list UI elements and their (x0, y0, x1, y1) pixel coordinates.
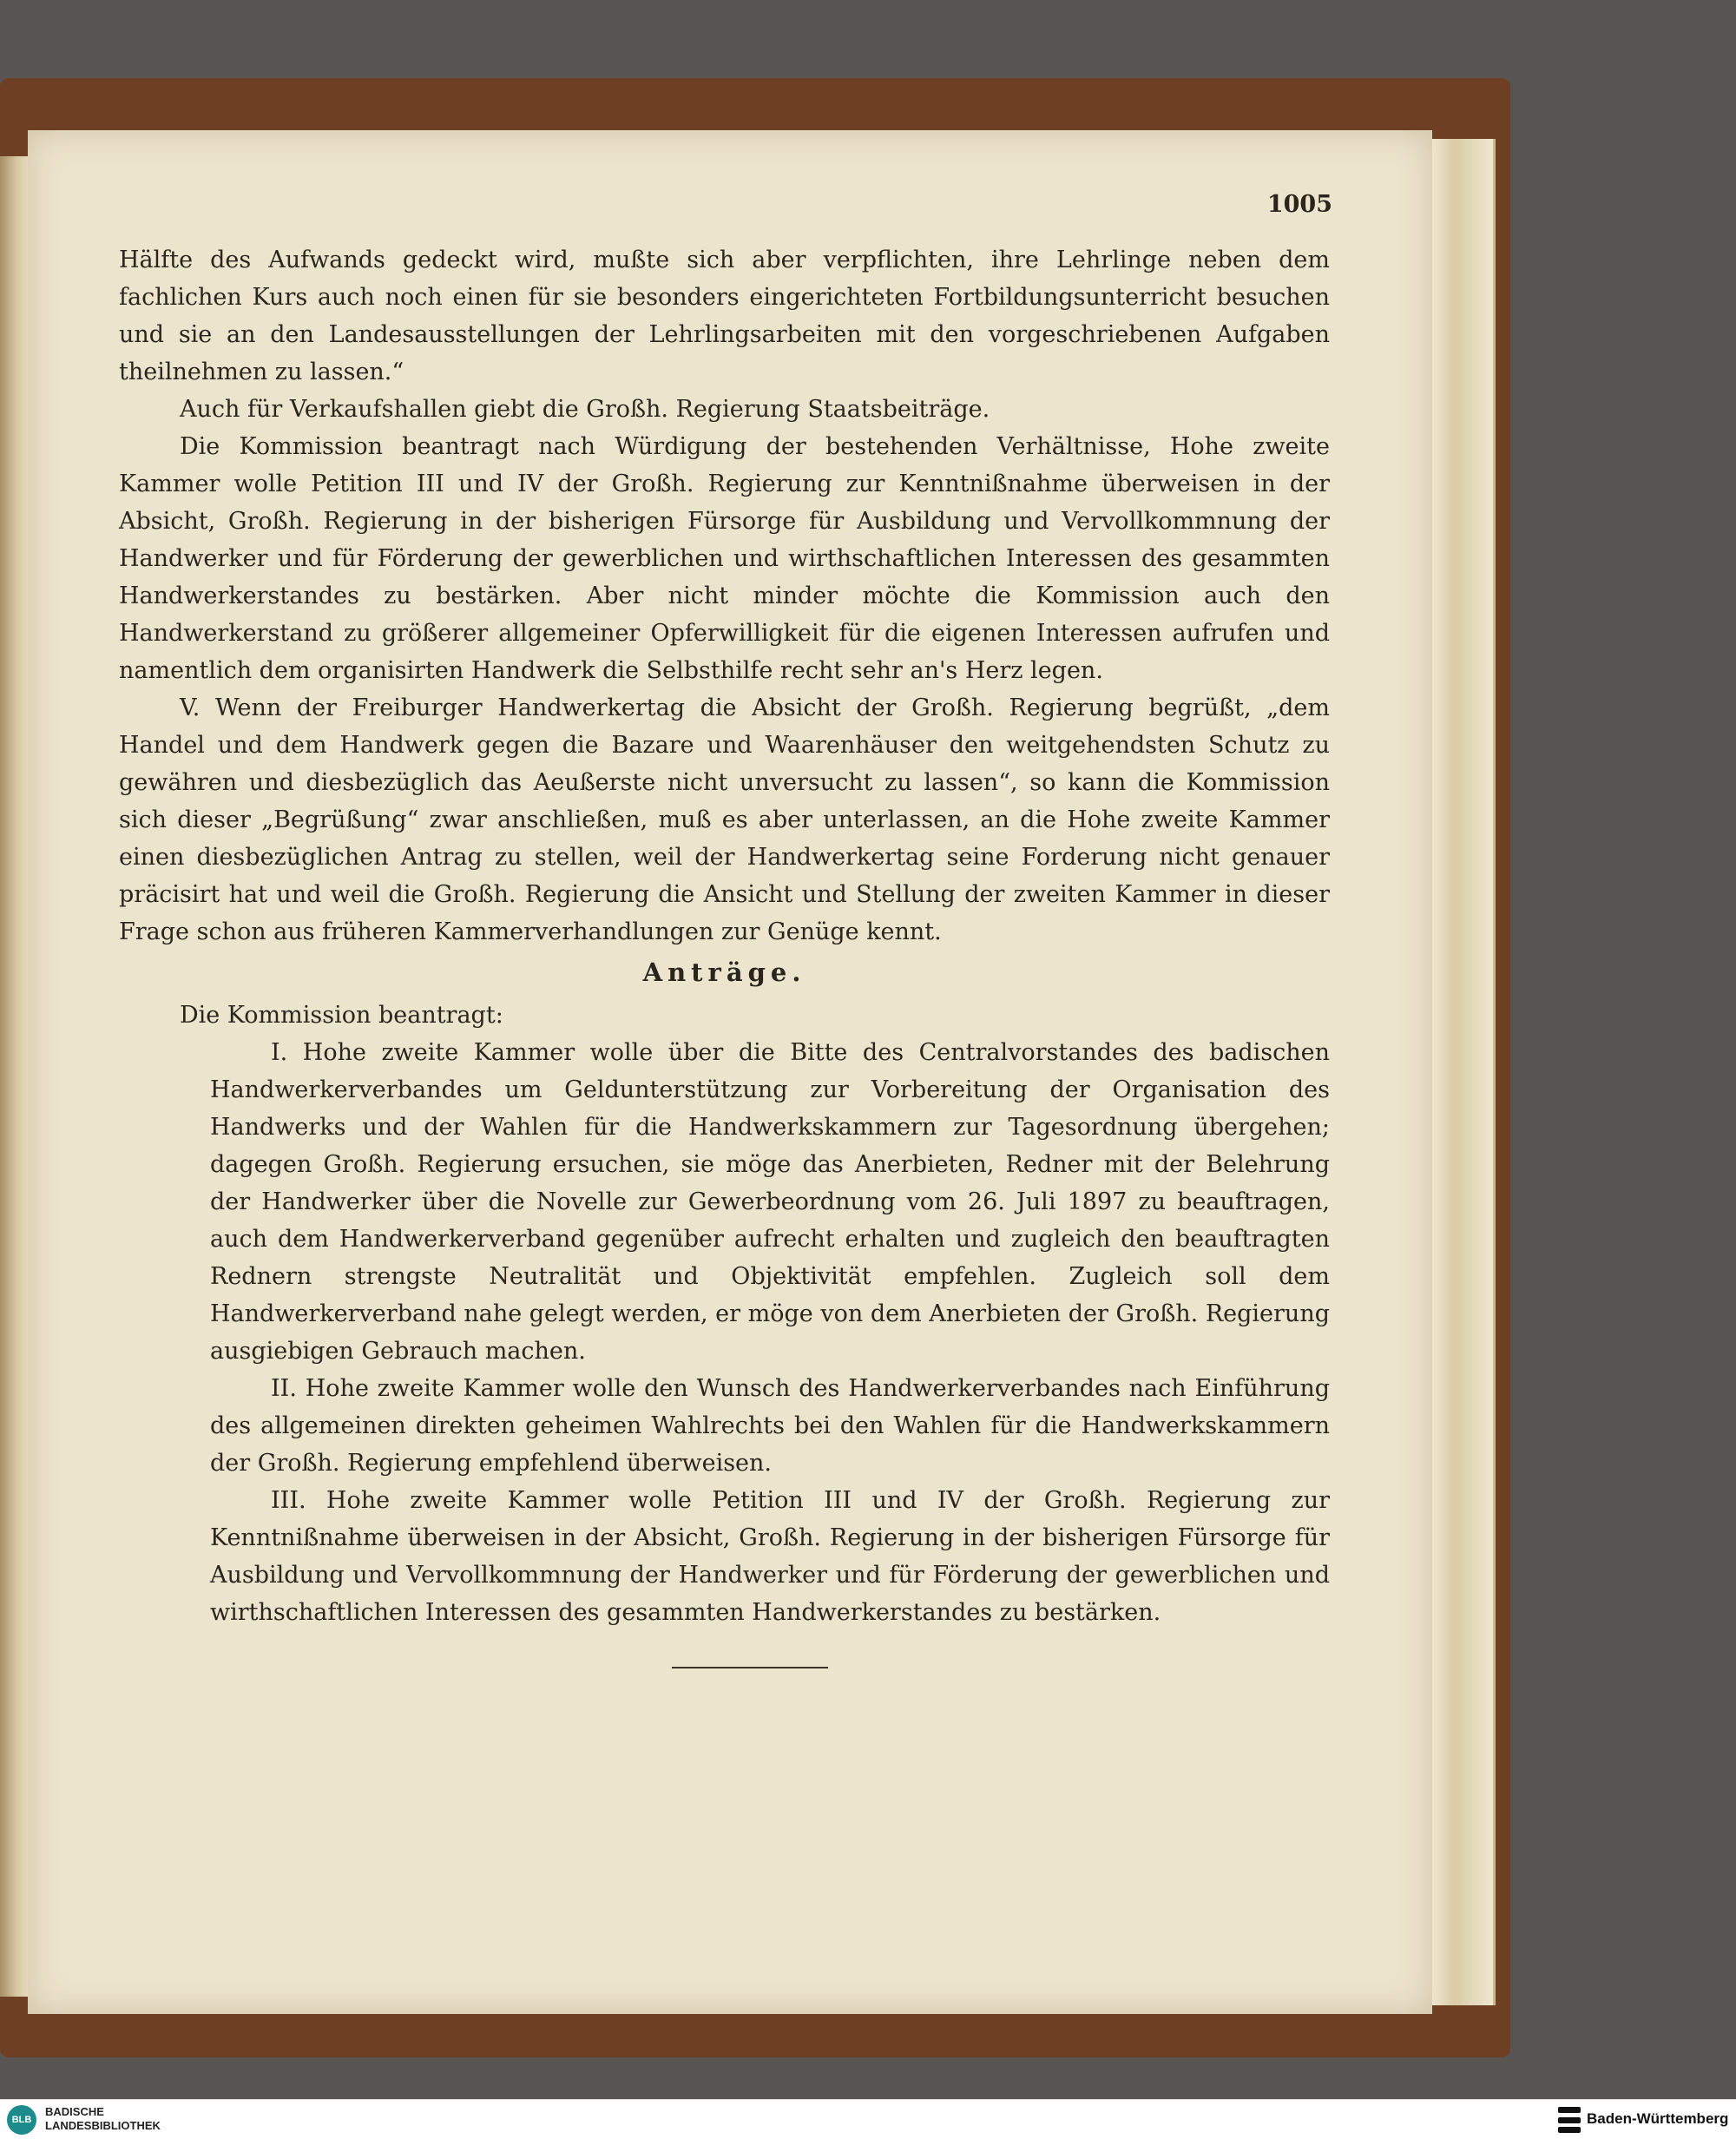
document-page (28, 130, 1432, 2014)
library-name-line: LANDESBIBLIOTHEK (45, 2119, 161, 2132)
library-name[interactable] (45, 2105, 161, 2133)
page-number: 1005 (1266, 191, 1332, 218)
paragraph: V. Wenn der Freiburger Handwerkertag die Absicht der Großh. Regierung begrüßt, „dem Handel und dem Handwerk gegen die Bazare und Waarenhäuser den weitgehendsten Schutz zu gewähren und diesbezüglich das Aeußerste nicht unversucht zu lassen“, so kann die Kommission sich dieser „Begrüßung“ zwar anschließen, muß es aber unterlassen, an die Hohe zweite Kammer einen diesbezüglichen Antrag zu stellen, weil der Handwerkertag seine Forderung nicht genauer präcisirt hat und weil die Großh. Regierung die Ansicht und Stellung der zweiten Kammer in dieser Frage schon aus früheren Kammerverhandlungen zur Genüge kennt. (119, 694, 1330, 945)
motion-item: II. Hohe zweite Kammer wolle den Wunsch des Handwerkerverbandes nach Einführung des allgemeinen direkten geheimen Wahlrechts bei den Wahlen für die Handwerkskammern der Großh. Regierung empfehlend überweisen. (210, 1375, 1330, 1477)
motion-item: I. Hohe zweite Kammer wolle über die Bitte des Centralvorstandes des badischen Handwerkerverbandes um Geldunterstützung zur Vorbereitung der Organisation des Handwerks und der Wahlen für die Handwerkskammern zur Tagesordnung übergehen; dagegen Großh. Regierung ersuchen, sie möge das Anerbieten, Redner mit der Belehrung der Handwerker über die Novelle zur Gewerbeordnung vom 26. Juli 1897 zu beauftragen, auch dem Handwerkerverband gegenüber aufrecht erhalten und zugleich den beauftragten Rednern strengste Neutralität und Objektivität empfehlen. Zugleich soll dem Handwerkerverband nahe gelegt werden, er möge von dem Anerbieten der Großh. Regierung ausgiebigen Gebrauch machen. (210, 1039, 1330, 1365)
paragraph: Hälfte des Aufwands gedeckt wird, mußte sich aber verpflichten, ihre Lehrlinge neben dem fachlichen Kurs auch noch einen für sie besonders eingerichteten Fortbildungsunterricht besuchen und sie an den Landesausstellungen der Lehrlingsarbeiten mit den vorgeschriebenen Aufgaben theilnehmen zu lassen.“ (119, 247, 1330, 385)
horizontal-rule (672, 1667, 828, 1668)
paragraph: Die Kommission beantragt nach Würdigung der bestehenden Verhältnisse, Hohe zweite Kammer wolle Petition III und IV der Großh. Regierung zur Kenntnißnahme überweisen in der Absicht, Großh. Regierung in der bisherigen Fürsorge für Ausbildung und Vervollkommnung der Handwerker und für Förderung der gewerblichen und wirthschaftlichen Interessen des gesammten Handwerkerstandes zu bestärken. Aber nicht minder möchte die Kommission auch den Handwerkerstand zu größerer allgemeiner Opferwilligkeit für die eigenen Interessen aufrufen und namentlich dem organisirten Handwerk die Selbsthilfe recht sehr an's Herz legen. (119, 433, 1330, 684)
footer-bar (0, 2099, 1736, 2139)
blb-logo-icon[interactable]: BLB (7, 2105, 36, 2135)
page-fold (0, 156, 28, 1997)
motion-item: III. Hohe zweite Kammer wolle Petition III und IV der Großh. Regierung zur Kenntnißnahme überweisen in der Absicht, Großh. Regierung in der bisherigen Fürsorge für Ausbildung und Vervollkommnung der Handwerker und für Förderung der gewerblichen und wirthschaftlichen Interessen des gesammten Handwerkerstandes zu bestärken. (210, 1487, 1330, 1626)
bw-crest-icon (1558, 2107, 1581, 2133)
page-body (119, 241, 1330, 1631)
library-name-line: BADISCHE (45, 2105, 104, 2118)
section-heading: Anträge. (642, 958, 806, 987)
motions-intro: Die Kommission beantragt: (180, 1002, 503, 1029)
state-name[interactable]: Baden-Württemberg (1587, 2110, 1729, 2127)
paragraph: Auch für Verkaufshallen giebt die Großh. Regierung Staatsbeiträge. (180, 396, 990, 423)
